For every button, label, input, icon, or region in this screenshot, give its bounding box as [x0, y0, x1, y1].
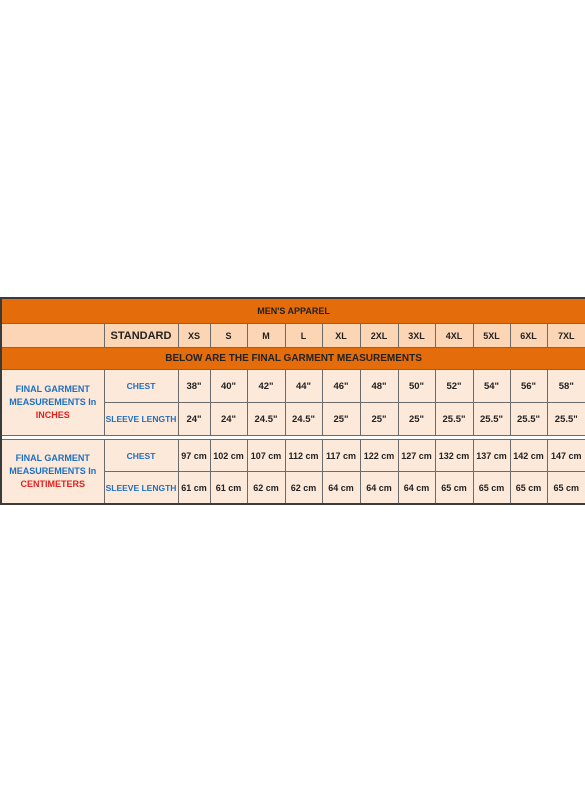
- size-chart: [0, 297, 585, 505]
- chest-value: 58": [547, 370, 585, 403]
- table-subtitle: BELOW ARE THE FINAL GARMENT MEASUREMENTS: [1, 348, 585, 370]
- chest-value: 50": [398, 370, 435, 403]
- chest-value: 127 cm: [398, 440, 435, 472]
- sleeve-value: 25.5": [435, 403, 473, 436]
- sleeve-value: 61 cm: [178, 472, 210, 505]
- sleeve-value: 65 cm: [547, 472, 585, 505]
- sleeve-value: 24.5": [285, 403, 322, 436]
- sleeve-value: 62 cm: [247, 472, 285, 505]
- sleeve-value: 64 cm: [360, 472, 398, 505]
- sleeve-label: SLEEVE LENGTH: [104, 403, 178, 436]
- chest-value: 48": [360, 370, 398, 403]
- sleeve-label: SLEEVE LENGTH: [104, 472, 178, 505]
- chest-value: 54": [473, 370, 510, 403]
- sleeve-value: 65 cm: [510, 472, 547, 505]
- group-label-unit: CENTIMETERS: [20, 479, 85, 489]
- blank-header-cell: [1, 324, 104, 348]
- chest-value: 44": [285, 370, 322, 403]
- title-row: [1, 298, 585, 324]
- size-header: XS: [178, 324, 210, 348]
- centimeters-group-label: [1, 440, 104, 505]
- chest-value: 97 cm: [178, 440, 210, 472]
- chest-value: 147 cm: [547, 440, 585, 472]
- sleeve-value: 25": [398, 403, 435, 436]
- sleeve-value: 25.5": [510, 403, 547, 436]
- size-header: XL: [322, 324, 360, 348]
- size-header: 6XL: [510, 324, 547, 348]
- size-chart-table: [0, 297, 585, 505]
- standard-row: [1, 324, 585, 348]
- sleeve-value: 25": [322, 403, 360, 436]
- chest-value: 122 cm: [360, 440, 398, 472]
- chest-value: 132 cm: [435, 440, 473, 472]
- size-header: S: [210, 324, 247, 348]
- chest-value: 52": [435, 370, 473, 403]
- chest-value: 142 cm: [510, 440, 547, 472]
- chest-value: 42": [247, 370, 285, 403]
- size-header: 7XL: [547, 324, 585, 348]
- subtitle-row: [1, 348, 585, 370]
- chest-value: 112 cm: [285, 440, 322, 472]
- sleeve-value: 64 cm: [322, 472, 360, 505]
- sleeve-value: 25": [360, 403, 398, 436]
- chest-label: CHEST: [104, 440, 178, 472]
- sleeve-value: 25.5": [547, 403, 585, 436]
- sleeve-value: 24": [210, 403, 247, 436]
- size-header: 4XL: [435, 324, 473, 348]
- table-title: MEN'S APPAREL: [1, 298, 585, 324]
- chest-value: 102 cm: [210, 440, 247, 472]
- chest-value: 38": [178, 370, 210, 403]
- chest-value: 117 cm: [322, 440, 360, 472]
- size-header: M: [247, 324, 285, 348]
- chest-value: 40": [210, 370, 247, 403]
- sleeve-value: 65 cm: [435, 472, 473, 505]
- sleeve-value: 25.5": [473, 403, 510, 436]
- group-label-unit: INCHES: [35, 410, 70, 420]
- chest-value: 137 cm: [473, 440, 510, 472]
- size-header: 3XL: [398, 324, 435, 348]
- sleeve-value: 62 cm: [285, 472, 322, 505]
- sleeve-value: 24": [178, 403, 210, 436]
- chest-value: 56": [510, 370, 547, 403]
- standard-label: STANDARD: [104, 324, 178, 348]
- table-row: [1, 370, 585, 403]
- size-header: 2XL: [360, 324, 398, 348]
- size-header: L: [285, 324, 322, 348]
- chest-value: 46": [322, 370, 360, 403]
- sleeve-value: 65 cm: [473, 472, 510, 505]
- chest-label: CHEST: [104, 370, 178, 403]
- table-row: [1, 440, 585, 472]
- sleeve-value: 24.5": [247, 403, 285, 436]
- sleeve-value: 61 cm: [210, 472, 247, 505]
- chest-value: 107 cm: [247, 440, 285, 472]
- sleeve-value: 64 cm: [398, 472, 435, 505]
- group-label-prefix: FINAL GARMENT MEASUREMENTS In: [9, 384, 97, 407]
- inches-group-label: [1, 370, 104, 436]
- group-label-prefix: FINAL GARMENT MEASUREMENTS In: [9, 453, 97, 476]
- size-header: 5XL: [473, 324, 510, 348]
